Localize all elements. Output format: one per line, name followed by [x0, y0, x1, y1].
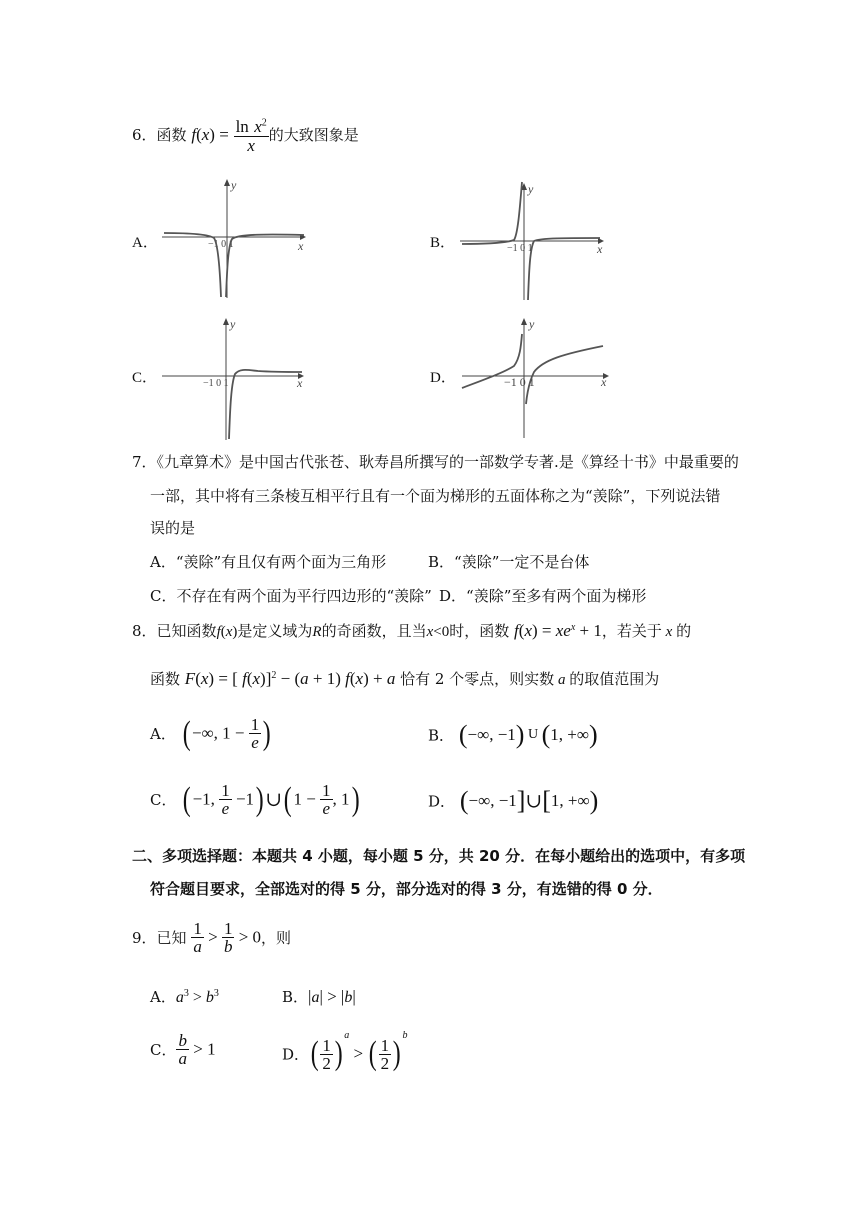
q7-option-c: C．不存在有两个面为平行四边形的“羡除” — [150, 587, 432, 605]
q6c-y-label: y — [230, 317, 236, 331]
q8-option-a: A． (−∞, 1 − $\frac{1}{e}$ ) — [150, 714, 271, 752]
q7-option-a: A．“羡除”有且仅有两个面为三角形 — [150, 553, 387, 571]
q8-option-b: B． (−∞, −1) U (1, +∞) — [428, 720, 598, 749]
q6d-y-label: y — [529, 317, 535, 331]
q7-option-b: B．“羡除”一定不是台体 — [428, 553, 590, 571]
q6-number: 6． — [132, 126, 157, 144]
q6-option-b-label: B． — [430, 235, 456, 251]
q7-line-3: 误的是 — [150, 519, 196, 537]
q6-graph-b — [458, 176, 608, 301]
q6a-y-label: y — [231, 178, 237, 192]
q7-line-2: 一部，其中将有三条棱互相平行且有一个面为梯形的五面体称之为“羡除”，下列说法错 — [150, 487, 721, 505]
q6a-x-label: x — [298, 239, 304, 253]
q9-option-c: C． $\frac{b}{a}$ > 1 — [150, 1031, 216, 1068]
q6b-y-label: y — [528, 182, 534, 196]
q6-fraction: $\frac{\ln x^2}{x}$ — [235, 117, 267, 155]
q9-option-b: B．|a| > |b| — [282, 987, 356, 1006]
q6-graph-a — [158, 176, 308, 301]
q6a-ticks: −1 0 1 — [208, 239, 234, 250]
q8-line-1: 8．已知函数f(x)是定义域为R的奇函数，且当x<0时，函数 $f(x) = xe^x + 1$，若关于 x 的 — [132, 621, 692, 640]
q8-option-c: C． (−1, $\frac{1}{e}$ −1)∪(1 − $\frac{1}{e}$ , 1) — [150, 780, 360, 818]
q9-option-a: A．$a^3 > b^3$ — [150, 988, 219, 1006]
q6c-ticks: −1 0 1 — [203, 378, 229, 389]
q6-option-d-label: D． — [430, 370, 456, 386]
q6d-ticks: −1 0 1 — [504, 375, 535, 389]
q6-stem-suffix: 的大致图象是 — [268, 126, 359, 144]
q6-option-a-label: A． — [132, 235, 158, 251]
q8-option-d: D． (−∞, −1]∪[1, +∞) — [428, 786, 599, 815]
q6-graph-c — [158, 316, 308, 441]
q6-option-c-label: C． — [132, 370, 158, 386]
q9-stem: 9．已知 $\frac{1}{a}$ > $\frac{1}{b}$ > 0，则 — [132, 919, 292, 956]
q6-formula: f — [191, 125, 197, 144]
q6-stem: 6．函数 f(x) = $\frac{\ln x^2}{x}$ 的大致图象是 — [132, 117, 359, 155]
q6b-x-label: x — [597, 242, 603, 256]
q9-number: 9． — [132, 929, 157, 947]
q7-option-d: D．“羡除”至多有两个面为梯形 — [439, 587, 647, 605]
q6-graph-d — [458, 316, 613, 441]
q6-stem-prefix: 函数 — [156, 126, 187, 144]
q6d-x-label: x — [601, 375, 607, 389]
q7-line-1: 7．《九章算术》是中国古代张苍、耿寿昌所撰写的一部数学专著.是《算经十书》中最重要的 — [132, 453, 739, 471]
section-2-heading-line-2: 符合题目要求，全部选对的得 5 分，部分选对的得 3 分，有选错的得 0 分． — [150, 880, 663, 898]
section-2-heading-line-1: 二、多项选择题：本题共 4 小题，每小题 5 分，共 20 分．在每小题给出的选项中，有多项 — [132, 847, 746, 865]
q6c-x-label: x — [297, 376, 303, 390]
q8-number: 8． — [132, 622, 157, 640]
q9-option-d: D．( $\frac{1}{2}$ ) $^a$ > ( $\frac{1}{2}$ ) $^b$ — [282, 1030, 408, 1073]
q8-line-2: 函数 F(x) = [ f(x)]$^2$ − (a + 1) f(x) + a 恰有 2 个零点，则实数 a 的取值范围为 — [150, 669, 660, 688]
q6b-ticks: −1 0 1 — [507, 243, 533, 254]
